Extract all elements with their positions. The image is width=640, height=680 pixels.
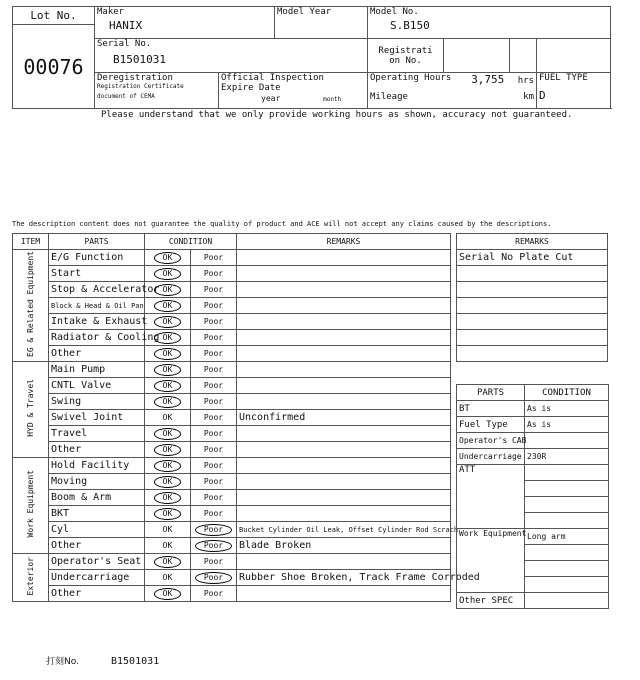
model-year-label: Model Year: [275, 7, 368, 39]
condition-poor: Poor: [195, 572, 232, 584]
table-row: [13, 506, 451, 522]
table-row: [457, 449, 609, 465]
right-part-name: ATT: [457, 465, 525, 529]
table-row: [13, 538, 451, 554]
remark-cell: [237, 346, 451, 362]
registration-value-1: [444, 39, 510, 73]
condition-poor: Poor: [203, 301, 224, 310]
part-name: BKT: [49, 506, 145, 522]
condition-cell: [145, 522, 237, 538]
condition-ok: OK: [154, 556, 182, 568]
right-remark-cell: [457, 298, 608, 314]
fuel-type-value: D: [539, 89, 546, 102]
condition-ok: OK: [162, 525, 173, 534]
part-name: Radiator & Cooling: [49, 330, 145, 346]
lot-no-label: Lot No.: [13, 7, 95, 25]
table-row: [13, 570, 451, 586]
part-name: Other: [49, 346, 145, 362]
deregistration-label: Deregistration: [97, 73, 173, 83]
part-name: Swivel Joint: [49, 410, 145, 426]
other-spec-label: Other SPEC: [457, 593, 525, 609]
right-parts-header: PARTS: [457, 385, 525, 401]
condition-poor: Poor: [203, 557, 224, 566]
registration-value-3: [537, 39, 611, 73]
condition-poor: Poor: [203, 349, 224, 358]
table-row: [13, 522, 451, 538]
work-equipment-label: Work Equipment: [457, 529, 525, 593]
table-row: [457, 593, 609, 609]
right-part-condition: [525, 545, 609, 561]
maker-value: HANIX: [109, 19, 143, 32]
working-hours-notice: Please understand that we only provide working hours as shown, accuracy not guaranteed.: [101, 110, 573, 120]
condition-poor: Poor: [203, 365, 224, 374]
remark-cell: [237, 490, 451, 506]
stamp-no-label: 打刻No.: [46, 657, 79, 667]
part-name: Stop & Accelerator: [49, 282, 145, 298]
condition-ok: OK: [154, 364, 182, 376]
table-row: [457, 529, 609, 545]
table-row: [13, 474, 451, 490]
right-remark-cell: [457, 266, 608, 282]
right-remark-cell: [457, 346, 608, 362]
stamp-no-value: B1501031: [110, 656, 160, 667]
right-remark-cell: Serial No Plate Cut: [457, 250, 608, 266]
condition-ok: OK: [154, 492, 182, 504]
table-row: [457, 417, 609, 433]
condition-ok: OK: [154, 588, 182, 600]
hrs-label: hrs: [517, 76, 534, 86]
part-name: Operator's Seat: [49, 554, 145, 570]
maker-cell: [95, 7, 275, 39]
right-part-condition: As is: [525, 401, 609, 417]
right-part-name: BT: [457, 401, 525, 417]
condition-cell: [145, 250, 237, 266]
remark-cell: [237, 426, 451, 442]
table-row: [457, 401, 609, 417]
condition-cell: [145, 586, 237, 602]
condition-ok: OK: [154, 460, 182, 472]
part-name: Cyl: [49, 522, 145, 538]
remark-cell: [237, 330, 451, 346]
condition-ok: OK: [162, 413, 173, 422]
table-row: [457, 330, 608, 346]
operating-hours-value: 3,755: [471, 73, 505, 86]
table-row: [457, 298, 608, 314]
condition-header: CONDITION: [145, 234, 237, 250]
table-row: [13, 330, 451, 346]
table-row: [13, 554, 451, 570]
operating-hours-label: Operating Hours: [370, 73, 452, 83]
condition-poor: Poor: [195, 524, 232, 536]
part-name: Block & Head & Oil Pan: [49, 298, 145, 314]
remark-cell: [237, 298, 451, 314]
condition-ok: OK: [154, 348, 182, 360]
condition-ok: OK: [154, 476, 182, 488]
item-group-text: EG & Related Equipment: [26, 251, 35, 357]
condition-ok: OK: [154, 380, 182, 392]
registration-certificate-label: Registration Certificate: [97, 83, 184, 90]
table-row: [457, 282, 608, 298]
part-name: Intake & Exhaust: [49, 314, 145, 330]
condition-cell: [145, 394, 237, 410]
remark-cell: [237, 362, 451, 378]
vehicle-info-table: [12, 6, 611, 109]
model-no-label: Model No.: [370, 7, 419, 17]
condition-ok: OK: [154, 316, 182, 328]
condition-poor: Poor: [195, 540, 232, 552]
table-row: [13, 314, 451, 330]
condition-ok: OK: [154, 396, 182, 408]
part-name: E/G Function: [49, 250, 145, 266]
registration-value-2: [510, 39, 537, 73]
condition-cell: [145, 362, 237, 378]
stamp-no-footer: [46, 654, 159, 667]
official-inspection-label-2: Expire Date: [221, 83, 281, 93]
part-name: CNTL Valve: [49, 378, 145, 394]
parts-header: PARTS: [49, 234, 145, 250]
table-row: [13, 458, 451, 474]
right-remark-cell: [457, 282, 608, 298]
remark-cell: [237, 586, 451, 602]
right-remark-cell: [457, 314, 608, 330]
table-row: [13, 250, 451, 266]
table-row: [13, 586, 451, 602]
condition-ok: OK: [162, 541, 173, 550]
condition-poor: Poor: [203, 493, 224, 502]
condition-poor: Poor: [203, 381, 224, 390]
table-row: [13, 378, 451, 394]
remark-cell: [237, 314, 451, 330]
condition-poor: Poor: [203, 413, 224, 422]
model-no-value: S.B150: [390, 19, 430, 32]
item-group-text: Exterior: [26, 556, 35, 596]
registration-label-1: Registrati: [378, 45, 433, 56]
condition-ok: OK: [154, 444, 182, 456]
fuel-type-cell: [537, 73, 611, 109]
condition-ok: OK: [154, 508, 182, 520]
right-part-condition: [525, 577, 609, 593]
item-header: ITEM: [13, 234, 49, 250]
serial-no-label: Serial No.: [97, 39, 152, 49]
remark-cell: [237, 394, 451, 410]
condition-ok: OK: [154, 332, 182, 344]
item-group-label: [13, 362, 49, 458]
right-part-condition: [525, 481, 609, 497]
right-part-name: Operator's CAB: [457, 433, 525, 449]
condition-poor: Poor: [203, 509, 224, 518]
disclaimer: The description content does not guarantee the quality of product and ACE will not accept any claims caused by the descriptions.: [12, 220, 552, 228]
table-row: [457, 266, 608, 282]
right-part-condition: [525, 465, 609, 481]
lot-no-value: 00076: [13, 25, 95, 109]
work-equipment-value: Long arm: [525, 529, 609, 545]
condition-poor: Poor: [203, 253, 224, 262]
condition-poor: Poor: [203, 477, 224, 486]
item-group-label: [13, 458, 49, 554]
condition-cell: [145, 570, 237, 586]
condition-cell: [145, 346, 237, 362]
registration-label-cell: [368, 39, 444, 73]
table-row: [13, 346, 451, 362]
table-row: [457, 346, 608, 362]
right-remarks-table: [456, 233, 608, 362]
model-no-cell: [368, 7, 611, 39]
item-group-text: HYD & Travel: [26, 379, 35, 437]
condition-ok: OK: [154, 252, 182, 264]
condition-ok: OK: [154, 268, 182, 280]
condition-poor: Poor: [203, 397, 224, 406]
condition-cell: [145, 506, 237, 522]
condition-cell: [145, 458, 237, 474]
month-label: month: [323, 96, 342, 103]
table-row: [13, 410, 451, 426]
remark-cell: [237, 282, 451, 298]
condition-poor: Poor: [203, 333, 224, 342]
condition-cell: [145, 490, 237, 506]
condition-ok: OK: [154, 428, 182, 440]
serial-no-cell: [95, 39, 368, 73]
part-name: Swing: [49, 394, 145, 410]
document-label: document of CEMA: [97, 93, 155, 100]
condition-cell: [145, 378, 237, 394]
table-row: [13, 298, 451, 314]
part-name: Boom & Arm: [49, 490, 145, 506]
table-row: [457, 433, 609, 449]
operating-hours-cell: [368, 73, 537, 109]
remark-cell: Blade Broken: [237, 538, 451, 554]
condition-cell: [145, 314, 237, 330]
condition-poor: Poor: [203, 445, 224, 454]
remark-cell: Rubber Shoe Broken, Track Frame Corroded: [237, 570, 451, 586]
remark-cell: [237, 474, 451, 490]
right-remark-cell: [457, 330, 608, 346]
table-row: [13, 426, 451, 442]
table-row: [13, 282, 451, 298]
right-part-condition: [525, 561, 609, 577]
condition-cell: [145, 474, 237, 490]
table-row: [13, 442, 451, 458]
condition-cell: [145, 538, 237, 554]
maker-label: Maker: [97, 7, 125, 17]
condition-cell: [145, 442, 237, 458]
table-row: [457, 314, 608, 330]
part-name: Travel: [49, 426, 145, 442]
condition-cell: [145, 554, 237, 570]
condition-cell: [145, 298, 237, 314]
remark-cell: [237, 378, 451, 394]
right-condition-header: CONDITION: [525, 385, 609, 401]
remark-cell: [237, 442, 451, 458]
part-name: Main Pump: [49, 362, 145, 378]
condition-poor: Poor: [203, 589, 224, 598]
table-row: [13, 266, 451, 282]
right-part-condition: [525, 497, 609, 513]
item-group-label: [13, 554, 49, 602]
table-row: [13, 362, 451, 378]
condition-cell: [145, 282, 237, 298]
official-inspection-cell: [219, 73, 368, 109]
part-name: Other: [49, 586, 145, 602]
remark-cell: [237, 458, 451, 474]
table-row: [13, 394, 451, 410]
other-spec-value: [525, 593, 609, 609]
table-row: [457, 465, 609, 481]
condition-poor: Poor: [203, 285, 224, 294]
registration-label-2: on No.: [389, 55, 422, 66]
part-name: Start: [49, 266, 145, 282]
deregistration-cell: [95, 73, 219, 109]
official-inspection-label-1: Official Inspection: [221, 73, 324, 83]
serial-no-value: B1501031: [113, 53, 166, 66]
item-group-text: Work Equipment: [26, 470, 35, 538]
right-part-condition: [525, 433, 609, 449]
right-part-condition: As is: [525, 417, 609, 433]
mileage-label: Mileage: [370, 92, 408, 102]
remark-cell: Unconfirmed: [237, 410, 451, 426]
remark-cell: [237, 266, 451, 282]
right-part-name: Undercarriage: [457, 449, 525, 465]
condition-ok: OK: [162, 573, 173, 582]
remark-cell: Bucket Cylinder Oil Leak, Offset Cylinder Rod Scrach: [237, 522, 451, 538]
part-name: Other: [49, 442, 145, 458]
part-name: Other: [49, 538, 145, 554]
right-part-name: Fuel Type: [457, 417, 525, 433]
condition-poor: Poor: [203, 429, 224, 438]
part-name: Hold Facility: [49, 458, 145, 474]
condition-cell: [145, 426, 237, 442]
part-name: Moving: [49, 474, 145, 490]
fuel-type-label: FUEL TYPE: [539, 73, 588, 83]
item-group-label: [13, 250, 49, 362]
right-parts-table: [456, 384, 609, 609]
right-part-condition: [525, 513, 609, 529]
km-label: km: [523, 92, 534, 102]
right-part-condition: 230R: [525, 449, 609, 465]
condition-poor: Poor: [203, 317, 224, 326]
remarks-header: REMARKS: [237, 234, 451, 250]
table-row: [457, 250, 608, 266]
condition-cell: [145, 266, 237, 282]
remark-cell: [237, 554, 451, 570]
year-label: year: [261, 94, 281, 103]
condition-ok: OK: [154, 284, 182, 296]
condition-poor: Poor: [203, 461, 224, 470]
condition-cell: [145, 410, 237, 426]
condition-ok: OK: [154, 300, 182, 312]
part-name: Undercarriage: [49, 570, 145, 586]
condition-poor: Poor: [203, 269, 224, 278]
condition-cell: [145, 330, 237, 346]
remark-cell: [237, 250, 451, 266]
remark-cell: [237, 506, 451, 522]
right-remarks-header: REMARKS: [457, 234, 608, 250]
table-row: [13, 490, 451, 506]
